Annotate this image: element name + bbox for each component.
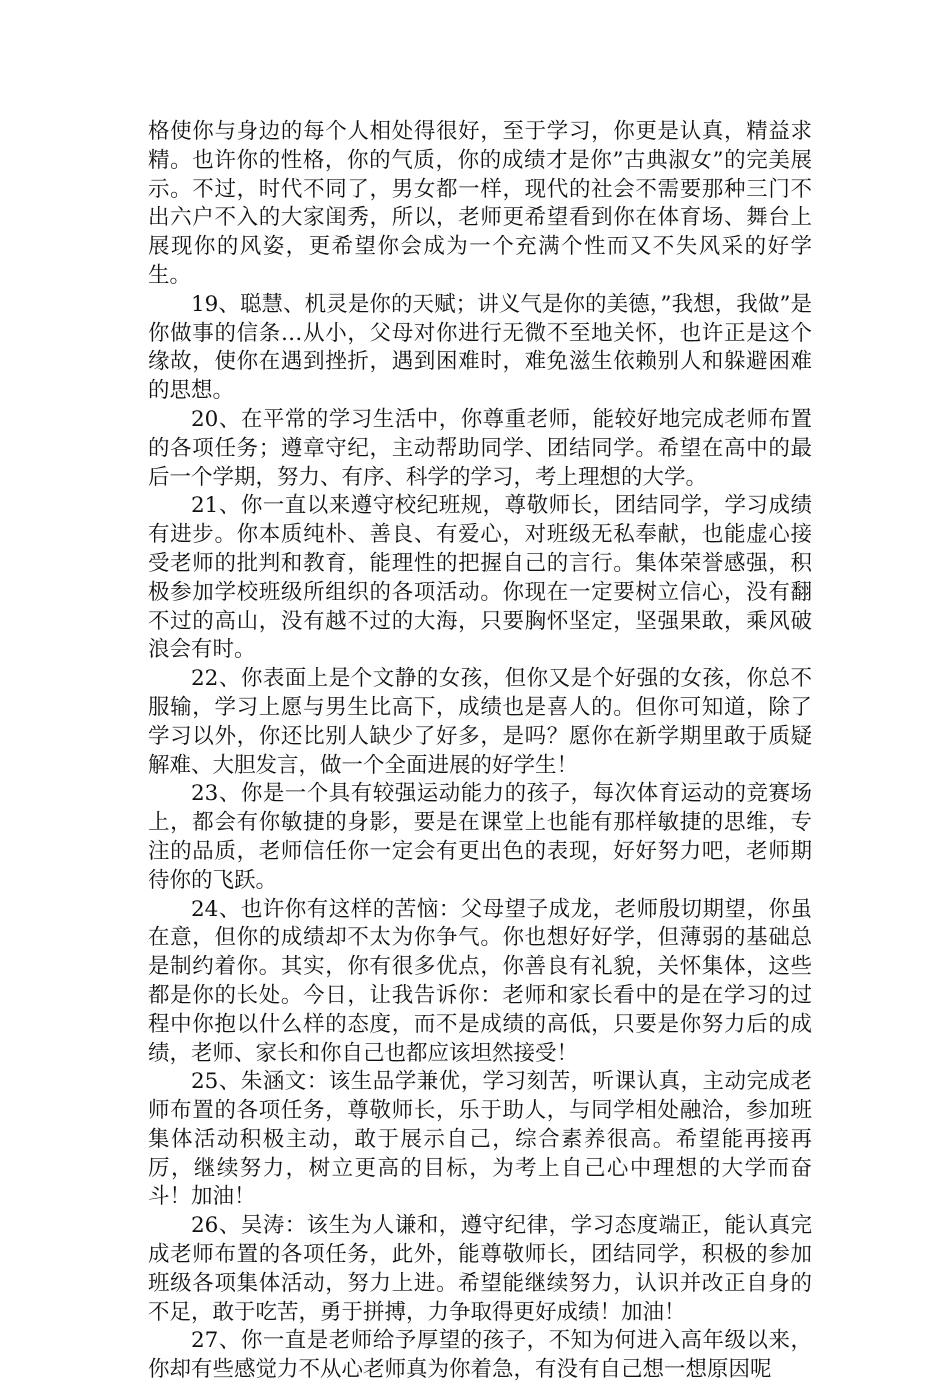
paragraph-27: 27、你一直是老师给予厚望的孩子，不知为何进入高年级以来，你却有些感觉力不从心老师真为你着急，有没有自己想一想原因呢 <box>148 1328 812 1383</box>
paragraph-20: 20、在平常的学习生活中，你尊重老师，能较好地完成老师布置的各项任务；遵章守纪，主动帮助同学、团结同学。希望在高中的最后一个学期，努力、有序、科学的学习，考上理想的大学。 <box>148 406 812 490</box>
paragraph-25: 25、朱涵文：该生品学兼优，学习刻苦，听课认真，主动完成老师布置的各项任务，尊敬师长，乐于助人，与同学相处融洽，参加班集体活动积极主动，敢于展示自己，综合素养很高。希望能再接再厉，继续努力，树立更高的目标，为考上自己心中理想的大学而奋斗！加油！ <box>148 1069 812 1210</box>
paragraph-24: 24、也许你有这样的苦恼：父母望子成龙，老师殷切期望，你虽在意，但你的成绩却不太为你争气。你也想好好学，但薄弱的基础总是制约着你。其实，你有很多优点，你善良有礼貌，关怀集体，这些都是你的长处。今日，让我告诉你：老师和家长看中的是在学习的过程中你抱以什么样的态度，而不是成绩的高低，只要是你努力后的成绩，老师、家长和你自己也都应该坦然接受！ <box>148 896 812 1066</box>
paragraph-26: 26、吴涛：该生为人谦和，遵守纪律，学习态度端正，能认真完成老师布置的各项任务，此外，能尊敬师长，团结同学，积极的参加班级各项集体活动，努力上进。希望能继续努力，认识并改正自身的不足，敢于吃苦，勇于拼搏，力争取得更好成绩！加油！ <box>148 1213 812 1325</box>
paragraph-19: 19、聪慧、机灵是你的天赋；讲义气是你的美德，”我想，我做”是你做事的信条…从小，父母对你进行无微不至地关怀，也许正是这个缘故，使你在遇到挫折，遇到困难时，难免滋生依赖别人和躲避困难的思想。 <box>148 291 812 404</box>
paragraph-23: 23、你是一个具有较强运动能力的孩子，每次体育运动的竞赛场上，都会有你敏捷的身影，要是在课堂上也能有那样敏捷的思维，专注的品质，老师信任你一定会有更出色的表现，好好努力吧，老师期待你的飞跃。 <box>148 781 812 893</box>
paragraph-continued: 格使你与身边的每个人相处得很好，至于学习，你更是认真，精益求精。也许你的性格，你的气质，你的成绩才是你”古典淑女”的完美展示。不过，时代不同了，男女都一样，现代的社会不需要那种三门不出六户不入的大家闺秀，所以，老师更希望看到你在体育场、舞台上展现你的风姿，更希望你会成为一个充满个性而又不失风采的好学生。 <box>148 119 812 288</box>
paragraph-22: 22、你表面上是个文静的女孩，但你又是个好强的女孩，你总不服输，学习上愿与男生比高下，成绩也是喜人的。但你可知道，除了学习以外，你还比别人缺少了好多，是吗？愿你在新学期里敢于质疑解难、大胆发言，做一个全面进展的好学生！ <box>148 666 812 778</box>
paragraph-21: 21、你一直以来遵守校纪班规，尊敬师长，团结同学，学习成绩有进步。你本质纯朴、善良、有爱心，对班级无私奉献，也能虚心接受老师的批判和教育，能理性的把握自己的言行。集体荣誉感强，积极参加学校班级所组织的各项活动。你现在一定要树立信心，没有翻不过的高山，没有越不过的大海，只要胸怀坚定，坚强果敢，乘风破浪会有时。 <box>148 493 812 663</box>
document-body <box>148 118 812 1385</box>
